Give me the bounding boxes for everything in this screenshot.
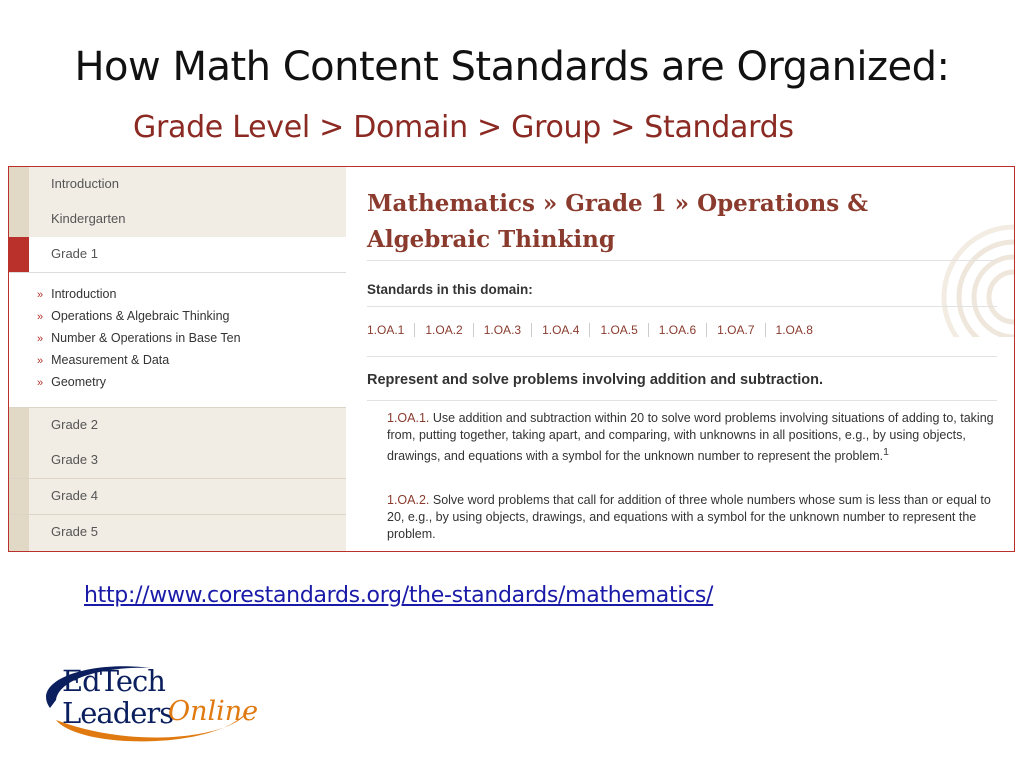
standard-link-1oa2[interactable]: 1.OA.2 xyxy=(414,323,472,337)
nav-item-label: Grade 2 xyxy=(51,417,98,432)
nav-item-grade-1[interactable] xyxy=(9,237,346,273)
subnav-item-introduction[interactable] xyxy=(37,287,116,301)
website-screenshot xyxy=(8,166,1015,552)
subnav-item-measurement[interactable] xyxy=(37,353,169,367)
main-content xyxy=(346,167,1014,551)
standard-link-1oa1[interactable]: 1.OA.1 xyxy=(367,323,405,337)
nav-tab-marker xyxy=(9,515,29,551)
footnote-marker[interactable]: 1 xyxy=(883,447,889,458)
slide-subtitle: Grade Level > Domain > Group > Standards xyxy=(133,110,794,145)
page-heading-line2: Algebraic Thinking xyxy=(367,226,615,253)
bullet-icon: » xyxy=(37,355,44,367)
nav-item-label: Grade 1 xyxy=(51,246,98,261)
nav-tab-marker-active xyxy=(9,237,29,272)
subnav-item-label: Introduction xyxy=(51,287,117,301)
nav-item-label: Introduction xyxy=(51,176,119,191)
subnav-item-label: Operations & Algebraic Thinking xyxy=(51,309,230,323)
subnav-item-geometry[interactable] xyxy=(37,375,106,389)
nav-item-grade-3[interactable] xyxy=(9,443,346,479)
divider xyxy=(367,400,997,401)
standard-link-1oa8[interactable]: 1.OA.8 xyxy=(765,323,823,337)
standard-1oa1-text xyxy=(387,410,997,465)
standard-link-1oa6[interactable]: 1.OA.6 xyxy=(648,323,706,337)
nav-tab-marker xyxy=(9,408,29,443)
standard-link-1oa7[interactable]: 1.OA.7 xyxy=(706,323,764,337)
standard-link-1oa3[interactable]: 1.OA.3 xyxy=(473,323,531,337)
nav-item-label: Grade 5 xyxy=(51,524,98,539)
standard-description: Use addition and subtraction within 20 to solve word problems involving situations of adding to, taking from, putting together, taking apart, and comparing, with unknowns in all positions, e.g., by using objects, drawings, and equations with a symbol for the unknown number to represent the problem. xyxy=(387,411,994,464)
standard-1oa2-text xyxy=(387,492,997,543)
nav-item-introduction[interactable] xyxy=(9,167,346,203)
nav-item-label: Grade 3 xyxy=(51,452,98,467)
bullet-icon: » xyxy=(37,289,44,301)
page-heading xyxy=(367,186,967,258)
logo-text-online: Online xyxy=(168,696,259,727)
logo-text-edtech: EdTech xyxy=(62,664,165,698)
nav-item-grade-5[interactable] xyxy=(9,515,346,552)
divider xyxy=(367,306,997,307)
standard-code[interactable]: 1.OA.2. xyxy=(387,493,430,507)
subnav-item-label: Number & Operations in Base Ten xyxy=(51,331,241,345)
standards-links xyxy=(367,323,823,337)
subnav-item-label: Geometry xyxy=(51,375,107,389)
corestandards-link[interactable]: http://www.corestandards.org/the-standards/mathematics/ xyxy=(84,583,714,608)
logo-text-leaders: Leaders xyxy=(62,696,174,730)
nav-item-label: Grade 4 xyxy=(51,488,98,503)
page-heading-line1: Mathematics » Grade 1 » Operations & xyxy=(367,190,868,217)
standard-link-1oa4[interactable]: 1.OA.4 xyxy=(531,323,589,337)
bullet-icon: » xyxy=(37,333,44,345)
subnav-item-number-operations[interactable] xyxy=(37,331,241,345)
nav-item-label: Kindergarten xyxy=(51,211,126,226)
subnav-item-label: Measurement & Data xyxy=(51,353,170,367)
nav-tab-marker xyxy=(9,167,29,202)
grade-1-subnav xyxy=(9,272,346,407)
nav-item-grade-4[interactable] xyxy=(9,479,346,515)
nav-item-grade-2[interactable] xyxy=(9,407,346,444)
slide-title: How Math Content Standards are Organized: xyxy=(74,44,950,90)
edtech-leaders-online-logo xyxy=(20,660,260,750)
divider xyxy=(367,260,997,261)
standard-code[interactable]: 1.OA.1. xyxy=(387,411,430,425)
nav-tab-marker xyxy=(9,202,29,237)
bullet-icon: » xyxy=(37,311,44,323)
bullet-icon: » xyxy=(37,377,44,389)
left-navigation xyxy=(9,167,346,551)
standards-heading: Standards in this domain: xyxy=(367,282,533,297)
standard-description: Solve word problems that call for addition of three whole numbers whose sum is less than or equal to 20, e.g., by using objects, drawings, and equations with a symbol for the unknown number to represent the problem. xyxy=(387,493,991,541)
nav-tab-marker xyxy=(9,479,29,514)
subnav-item-operations[interactable] xyxy=(37,309,229,323)
group-title: Represent and solve problems involving addition and subtraction. xyxy=(367,372,824,388)
nav-item-kindergarten[interactable] xyxy=(9,202,346,238)
standard-link-1oa5[interactable]: 1.OA.5 xyxy=(589,323,647,337)
divider xyxy=(367,356,997,357)
nav-tab-marker xyxy=(9,443,29,478)
